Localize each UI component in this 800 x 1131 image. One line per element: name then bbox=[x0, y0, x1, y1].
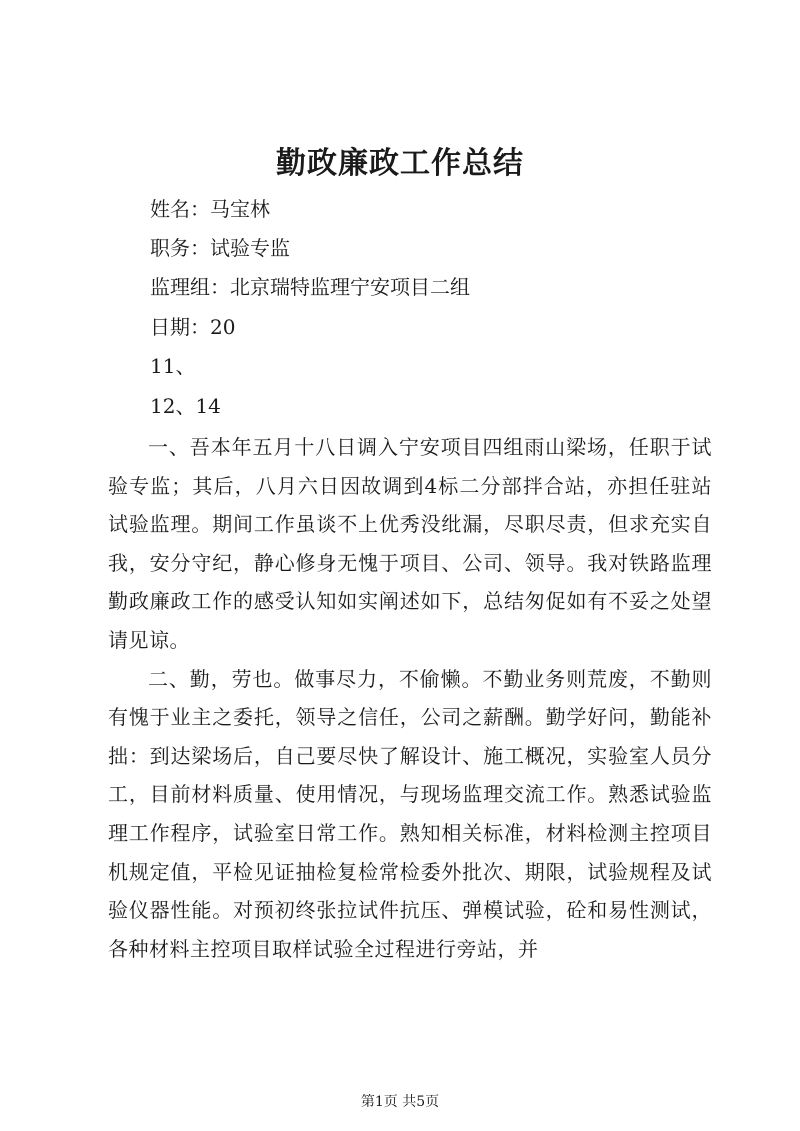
meta-date-line-2: 11、 bbox=[150, 354, 196, 378]
paragraph-1: 一、吾本年五月十八日调入宁安项目四组雨山梁场，任职于试验专监；其后，八月六日因故调到4标二分部拌合站，亦担任驻站试验监理。期间工作虽谈不上优秀没纰漏，尽职尽责，但求充实自我，安分守纪，静心修身无愧于项目、公司、领导。我对铁路监理勤政廉政工作的感受认知如实阐述如下，总结匆促如有不妥之处望请见谅。 bbox=[108, 435, 712, 652]
meta-supervision-group: 监理组：北京瑞特监理宁安项目二组 bbox=[150, 275, 470, 299]
meta-name: 姓名：马宝林 bbox=[150, 197, 270, 221]
meta-date: 日期：20 bbox=[150, 315, 236, 339]
document-title: 勤政廉政工作总结 bbox=[276, 146, 524, 181]
paragraph-2: 二、勤，劳也。做事尽力，不偷懒。不勤业务则荒废，不勤则有愧于业主之委托，领导之信任，公司之薪酬。勤学好问，勤能补拙：到达梁场后，自己要尽快了解设计、施工概况，实验室人员分工，目前材料质量、使用情况，与现场监理交流工作。熟悉试验监理工作程序，试验室日常工作。熟知相关标准，材料检测主控项目机规定值，平检见证抽检复检常检委外批次、期限，试验规程及试验仪器性能。对预初终张拉试件抗压、弹模试验，砼和易性测试，各种材料主控项目取样试验全过程进行旁站，并 bbox=[108, 666, 712, 961]
document-body bbox=[108, 428, 712, 968]
meta-position: 职务：试验专监 bbox=[150, 236, 290, 260]
page-number-footer: 第1页 共5页 bbox=[360, 1094, 440, 1110]
meta-date-line-3: 12、14 bbox=[150, 394, 221, 418]
